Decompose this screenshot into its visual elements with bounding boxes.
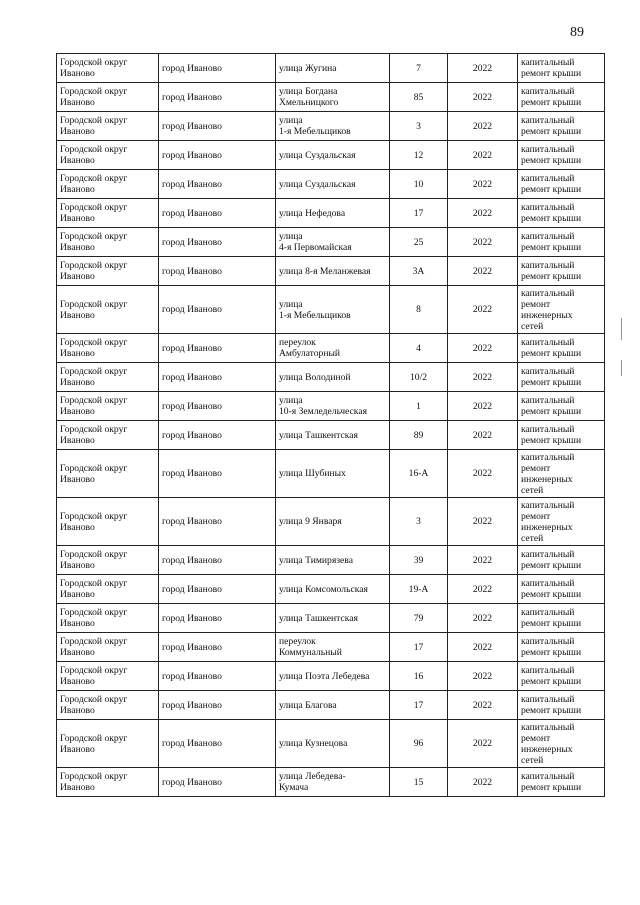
house-number-cell: 10 xyxy=(390,170,448,199)
table-row xyxy=(57,768,605,797)
district-cell: Городской округ Иваново xyxy=(57,450,159,498)
year-cell: 2022 xyxy=(448,363,518,392)
work-type-cell: капитальный ремонт инженерных сетей xyxy=(518,498,605,546)
work-type-cell: капитальный ремонт крыши xyxy=(518,199,605,228)
district-cell: Городской округ Иваново xyxy=(57,141,159,170)
work-type-cell: капитальный ремонт крыши xyxy=(518,691,605,720)
table-row xyxy=(57,286,605,334)
table-row xyxy=(57,421,605,450)
repair-schedule-table xyxy=(56,53,605,797)
street-cell: улица Володиной xyxy=(276,363,390,392)
year-cell: 2022 xyxy=(448,334,518,363)
year-cell: 2022 xyxy=(448,546,518,575)
year-cell: 2022 xyxy=(448,112,518,141)
street-cell: улица 1-я Мебельщиков xyxy=(276,112,390,141)
table-row xyxy=(57,691,605,720)
district-cell: Городской округ Иваново xyxy=(57,83,159,112)
street-cell: улица Благова xyxy=(276,691,390,720)
work-type-cell: капитальный ремонт крыши xyxy=(518,112,605,141)
table-row xyxy=(57,228,605,257)
table-row xyxy=(57,112,605,141)
year-cell: 2022 xyxy=(448,768,518,797)
house-number-cell: 12 xyxy=(390,141,448,170)
street-cell: переулок Коммунальный xyxy=(276,633,390,662)
city-cell: город Иваново xyxy=(159,421,276,450)
house-number-cell: 15 xyxy=(390,768,448,797)
street-cell: улица Кузнецова xyxy=(276,720,390,768)
work-type-cell: капитальный ремонт крыши xyxy=(518,392,605,421)
district-cell: Городской округ Иваново xyxy=(57,54,159,83)
table-row xyxy=(57,662,605,691)
scan-mark xyxy=(621,360,622,376)
street-cell: улица 1-я Мебельщиков xyxy=(276,286,390,334)
street-cell: улица Суздальская xyxy=(276,141,390,170)
house-number-cell: 85 xyxy=(390,83,448,112)
work-type-cell: капитальный ремонт крыши xyxy=(518,363,605,392)
work-type-cell: капитальный ремонт крыши xyxy=(518,604,605,633)
district-cell: Городской округ Иваново xyxy=(57,286,159,334)
district-cell: Городской округ Иваново xyxy=(57,768,159,797)
house-number-cell: 4 xyxy=(390,334,448,363)
street-cell: улица Жугина xyxy=(276,54,390,83)
scan-mark xyxy=(621,318,622,340)
district-cell: Городской округ Иваново xyxy=(57,334,159,363)
work-type-cell: капитальный ремонт крыши xyxy=(518,334,605,363)
year-cell: 2022 xyxy=(448,286,518,334)
district-cell: Городской округ Иваново xyxy=(57,363,159,392)
year-cell: 2022 xyxy=(448,141,518,170)
work-type-cell: капитальный ремонт крыши xyxy=(518,83,605,112)
city-cell: город Иваново xyxy=(159,633,276,662)
house-number-cell: 25 xyxy=(390,228,448,257)
house-number-cell: 1 xyxy=(390,392,448,421)
work-type-cell: капитальный ремонт крыши xyxy=(518,141,605,170)
work-type-cell: капитальный ремонт инженерных сетей xyxy=(518,286,605,334)
district-cell: Городской округ Иваново xyxy=(57,170,159,199)
street-cell: улица Нефедова xyxy=(276,199,390,228)
year-cell: 2022 xyxy=(448,228,518,257)
house-number-cell: 16-А xyxy=(390,450,448,498)
city-cell: город Иваново xyxy=(159,83,276,112)
table-row xyxy=(57,54,605,83)
city-cell: город Иваново xyxy=(159,257,276,286)
year-cell: 2022 xyxy=(448,170,518,199)
year-cell: 2022 xyxy=(448,421,518,450)
street-cell: улица Ташкентская xyxy=(276,604,390,633)
year-cell: 2022 xyxy=(448,633,518,662)
work-type-cell: капитальный ремонт инженерных сетей xyxy=(518,720,605,768)
street-cell: улица Шубиных xyxy=(276,450,390,498)
street-cell: улица Поэта Лебедева xyxy=(276,662,390,691)
house-number-cell: 17 xyxy=(390,633,448,662)
year-cell: 2022 xyxy=(448,662,518,691)
house-number-cell: 17 xyxy=(390,691,448,720)
district-cell: Городской округ Иваново xyxy=(57,691,159,720)
table-row xyxy=(57,83,605,112)
street-cell: улица Богдана Хмельницкого xyxy=(276,83,390,112)
street-cell: улица 4-я Первомайская xyxy=(276,228,390,257)
house-number-cell: 17 xyxy=(390,199,448,228)
year-cell: 2022 xyxy=(448,691,518,720)
house-number-cell: 16 xyxy=(390,662,448,691)
table-row xyxy=(57,199,605,228)
house-number-cell: 39 xyxy=(390,546,448,575)
table-row xyxy=(57,363,605,392)
work-type-cell: капитальный ремонт крыши xyxy=(518,257,605,286)
city-cell: город Иваново xyxy=(159,691,276,720)
year-cell: 2022 xyxy=(448,199,518,228)
house-number-cell: 89 xyxy=(390,421,448,450)
table-row xyxy=(57,498,605,546)
table-row xyxy=(57,720,605,768)
work-type-cell: капитальный ремонт инженерных сетей xyxy=(518,450,605,498)
work-type-cell: капитальный ремонт крыши xyxy=(518,546,605,575)
table-row xyxy=(57,546,605,575)
district-cell: Городской округ Иваново xyxy=(57,392,159,421)
city-cell: город Иваново xyxy=(159,604,276,633)
table-row xyxy=(57,604,605,633)
district-cell: Городской округ Иваново xyxy=(57,112,159,141)
work-type-cell: капитальный ремонт крыши xyxy=(518,228,605,257)
city-cell: город Иваново xyxy=(159,546,276,575)
work-type-cell: капитальный ремонт крыши xyxy=(518,421,605,450)
city-cell: город Иваново xyxy=(159,450,276,498)
house-number-cell: 3 xyxy=(390,498,448,546)
table-row xyxy=(57,575,605,604)
city-cell: город Иваново xyxy=(159,662,276,691)
city-cell: город Иваново xyxy=(159,334,276,363)
year-cell: 2022 xyxy=(448,257,518,286)
district-cell: Городской округ Иваново xyxy=(57,421,159,450)
city-cell: город Иваново xyxy=(159,363,276,392)
street-cell: переулок Амбулаторный xyxy=(276,334,390,363)
city-cell: город Иваново xyxy=(159,286,276,334)
city-cell: город Иваново xyxy=(159,392,276,421)
city-cell: город Иваново xyxy=(159,141,276,170)
district-cell: Городской округ Иваново xyxy=(57,604,159,633)
street-cell: улица Ташкентская xyxy=(276,421,390,450)
city-cell: город Иваново xyxy=(159,498,276,546)
city-cell: город Иваново xyxy=(159,768,276,797)
city-cell: город Иваново xyxy=(159,170,276,199)
year-cell: 2022 xyxy=(448,720,518,768)
house-number-cell: 10/2 xyxy=(390,363,448,392)
house-number-cell: 79 xyxy=(390,604,448,633)
street-cell: улица Лебедева- Кумача xyxy=(276,768,390,797)
table-row xyxy=(57,141,605,170)
district-cell: Городской округ Иваново xyxy=(57,257,159,286)
table-body xyxy=(57,54,605,797)
street-cell: улица Комсомольская xyxy=(276,575,390,604)
district-cell: Городской округ Иваново xyxy=(57,498,159,546)
street-cell: улица 8-я Меланжевая xyxy=(276,257,390,286)
page-number: 89 xyxy=(570,25,584,40)
city-cell: город Иваново xyxy=(159,228,276,257)
work-type-cell: капитальный ремонт крыши xyxy=(518,768,605,797)
table-row xyxy=(57,170,605,199)
table-row xyxy=(57,633,605,662)
district-cell: Городской округ Иваново xyxy=(57,575,159,604)
year-cell: 2022 xyxy=(448,83,518,112)
street-cell: улица 9 Января xyxy=(276,498,390,546)
work-type-cell: капитальный ремонт крыши xyxy=(518,575,605,604)
house-number-cell: 19-А xyxy=(390,575,448,604)
house-number-cell: 96 xyxy=(390,720,448,768)
table-row xyxy=(57,392,605,421)
work-type-cell: капитальный ремонт крыши xyxy=(518,54,605,83)
table-row xyxy=(57,257,605,286)
year-cell: 2022 xyxy=(448,392,518,421)
district-cell: Городской округ Иваново xyxy=(57,546,159,575)
city-cell: город Иваново xyxy=(159,54,276,83)
district-cell: Городской округ Иваново xyxy=(57,633,159,662)
work-type-cell: капитальный ремонт крыши xyxy=(518,633,605,662)
street-cell: улица 10-я Земледельческая xyxy=(276,392,390,421)
district-cell: Городской округ Иваново xyxy=(57,720,159,768)
work-type-cell: капитальный ремонт крыши xyxy=(518,662,605,691)
city-cell: город Иваново xyxy=(159,720,276,768)
year-cell: 2022 xyxy=(448,498,518,546)
year-cell: 2022 xyxy=(448,54,518,83)
table-row xyxy=(57,450,605,498)
table-row xyxy=(57,334,605,363)
district-cell: Городской округ Иваново xyxy=(57,228,159,257)
year-cell: 2022 xyxy=(448,575,518,604)
work-type-cell: капитальный ремонт крыши xyxy=(518,170,605,199)
house-number-cell: 7 xyxy=(390,54,448,83)
street-cell: улица Тимирязева xyxy=(276,546,390,575)
year-cell: 2022 xyxy=(448,604,518,633)
house-number-cell: 3 xyxy=(390,112,448,141)
district-cell: Городской округ Иваново xyxy=(57,662,159,691)
house-number-cell: 3А xyxy=(390,257,448,286)
city-cell: город Иваново xyxy=(159,199,276,228)
district-cell: Городской округ Иваново xyxy=(57,199,159,228)
street-cell: улица Суздальская xyxy=(276,170,390,199)
house-number-cell: 8 xyxy=(390,286,448,334)
year-cell: 2022 xyxy=(448,450,518,498)
city-cell: город Иваново xyxy=(159,575,276,604)
city-cell: город Иваново xyxy=(159,112,276,141)
